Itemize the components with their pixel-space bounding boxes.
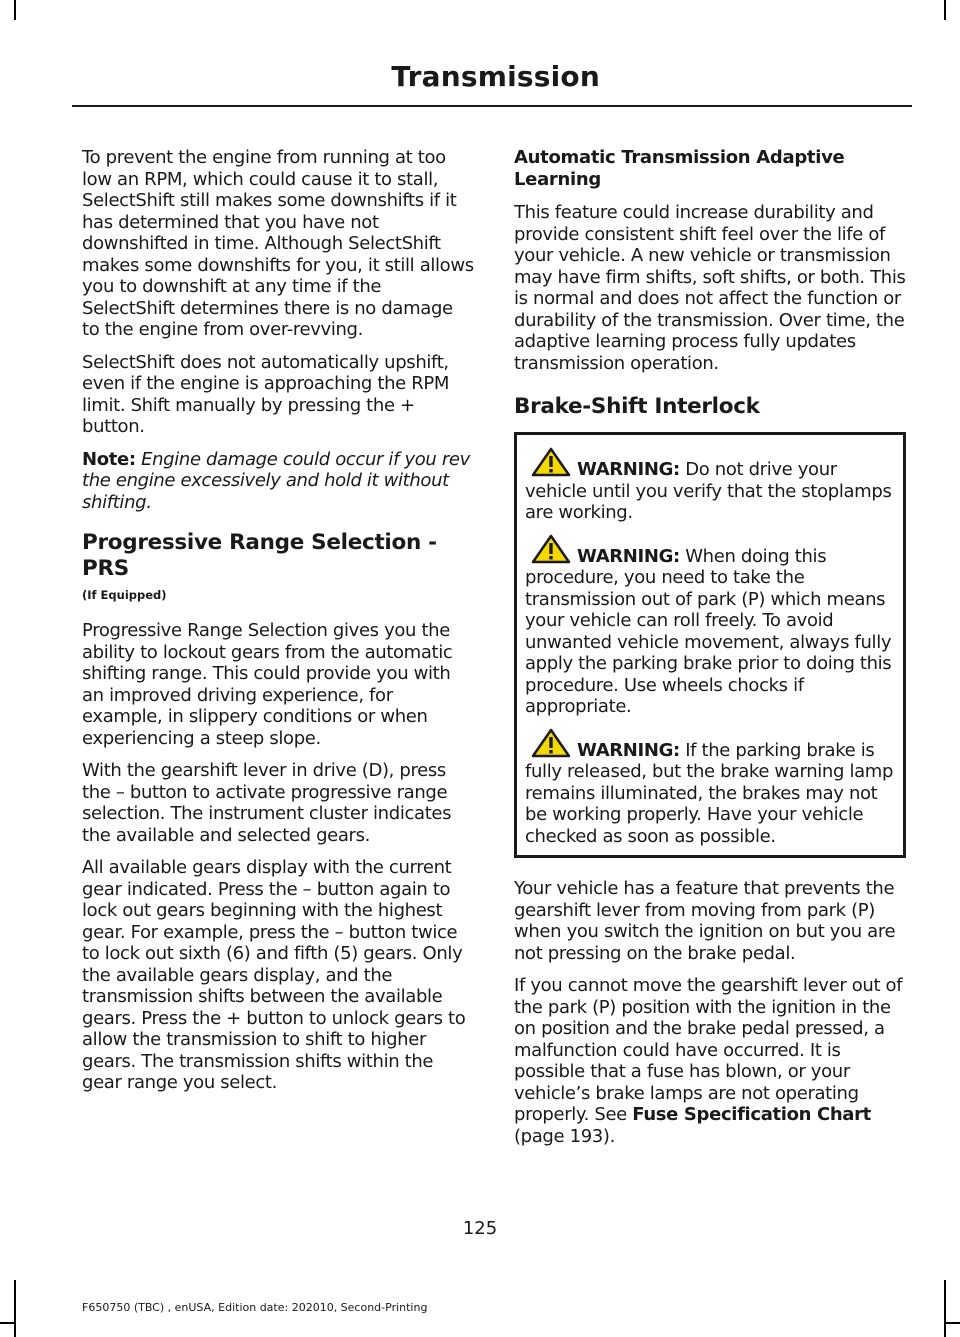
note-text: Engine damage could occur if you rev the engine excessively and hold it without shifting. [82, 448, 470, 513]
warning-item [525, 534, 895, 718]
malfunction-text: If you cannot move the gearshift lever out of the park (P) position with the ignition in the on position and the brake pedal pressed, a malfunction could have occurred. It is possible that a fuse has blown, or your vehicle’s brake lamps are not operating properly. See [514, 975, 903, 1125]
page-title: Transmission [391, 60, 600, 93]
warning-text: Do not drive your vehicle until you verify that the stoplamps are working. [525, 459, 892, 523]
crop-mark-top-right-v [944, 0, 946, 20]
right-column [514, 147, 906, 1158]
warning-item [525, 728, 895, 848]
paragraph-downshift: To prevent the engine from running at too low an RPM, which could cause it to stall, SelectShift still makes some downshifts if it has determined that you have not downshifted in time. Although SelectShift makes some downshifts for you, it still allows you to downshift at any time if the SelectShift determines there is no damage to the engine from over-revving. [82, 147, 474, 340]
paragraph-upshift: SelectShift does not automatically upshift, even if the engine is approaching the RPM limit. Shift manually by pressing the + button. [82, 351, 450, 437]
warning-label: WARNING: [577, 739, 680, 761]
paragraph-prs-activate: With the gearshift lever in drive (D), press the – button to activate progressive range selection. The instrument cluster indicates the available and selected gears. [82, 760, 452, 846]
warning-triangle-icon [531, 447, 571, 477]
page-reference: (page 193). [514, 1125, 615, 1147]
left-column [82, 147, 474, 1105]
header-divider [72, 105, 912, 107]
crop-mark-top-left-v [14, 0, 16, 20]
fuse-chart-link[interactable]: Fuse Specification Chart [632, 1104, 871, 1125]
crop-mark-bottom-right-h [946, 1322, 960, 1324]
if-equipped-label: (If Equipped) [82, 588, 167, 602]
warning-text: If the parking brake is fully released, but the brake warning lamp remains illuminated, the brakes may not be working properly. Have your vehicle checked as soon as possible. [525, 739, 894, 847]
heading-adaptive-learning: Automatic Transmission Adaptive Learning [514, 147, 845, 190]
edition-footer: F650750 (TBC) , enUSA, Edition date: 202010, Second-Printing [82, 1301, 428, 1314]
note [82, 449, 474, 514]
warning-label: WARNING: [577, 459, 680, 480]
crop-mark-bottom-right-v [944, 1280, 946, 1337]
warning-triangle-icon [531, 534, 571, 564]
heading-prs: Progressive Range Selection - PRS [82, 530, 437, 581]
paragraph-prs-intro: Progressive Range Selection gives you the ability to lockout gears from the automatic shifting range. This could provide you with an improved driving experience, for example, in slippery conditions or when experiencing a steep slope. [82, 620, 453, 749]
warning-item [525, 447, 895, 524]
warning-triangle-icon [531, 728, 571, 758]
note-label: Note: [82, 448, 136, 470]
paragraph-adaptive-learning: This feature could increase durability and provide consistent shift feel over the life of your vehicle. A new vehicle or transmission may have firm shifts, soft shifts, or both. This is normal and does not affect the function or durability of the transmission. Over time, the adaptive learning process fully updates transmission operation. [514, 202, 906, 374]
paragraph-interlock-feature: Your vehicle has a feature that prevents the gearshift lever from moving from park (P) when you switch the ignition on but you are not pressing on the brake pedal. [514, 878, 896, 964]
warning-box [514, 432, 906, 858]
warning-text: When doing this procedure, you need to take the transmission out of park (P) which means your vehicle can roll freely. To avoid unwanted vehicle movement, always fully apply the parking brake prior to doing this procedure. Use wheels chocks if appropriate. [525, 545, 892, 717]
paragraph-interlock-malfunction [514, 975, 906, 1147]
page-number: 125 [462, 1218, 498, 1239]
crop-mark-bottom-left-h [0, 1322, 14, 1324]
heading-brake-shift-interlock: Brake-Shift Interlock [514, 394, 760, 419]
paragraph-prs-gears: All available gears display with the current gear indicated. Press the – button again to lock out gears beginning with the highest gear. For example, press the – button twice to lock out sixth (6) and fifth (5) gears. Only the available gears display, and the transmission shifts between the available gears. Press the + button to unlock gears to allow the transmission to shift to higher gears. The transmission shifts within the gear range you select. [82, 857, 466, 1093]
warning-label: WARNING: [577, 545, 680, 567]
crop-mark-bottom-left-v [14, 1280, 16, 1337]
